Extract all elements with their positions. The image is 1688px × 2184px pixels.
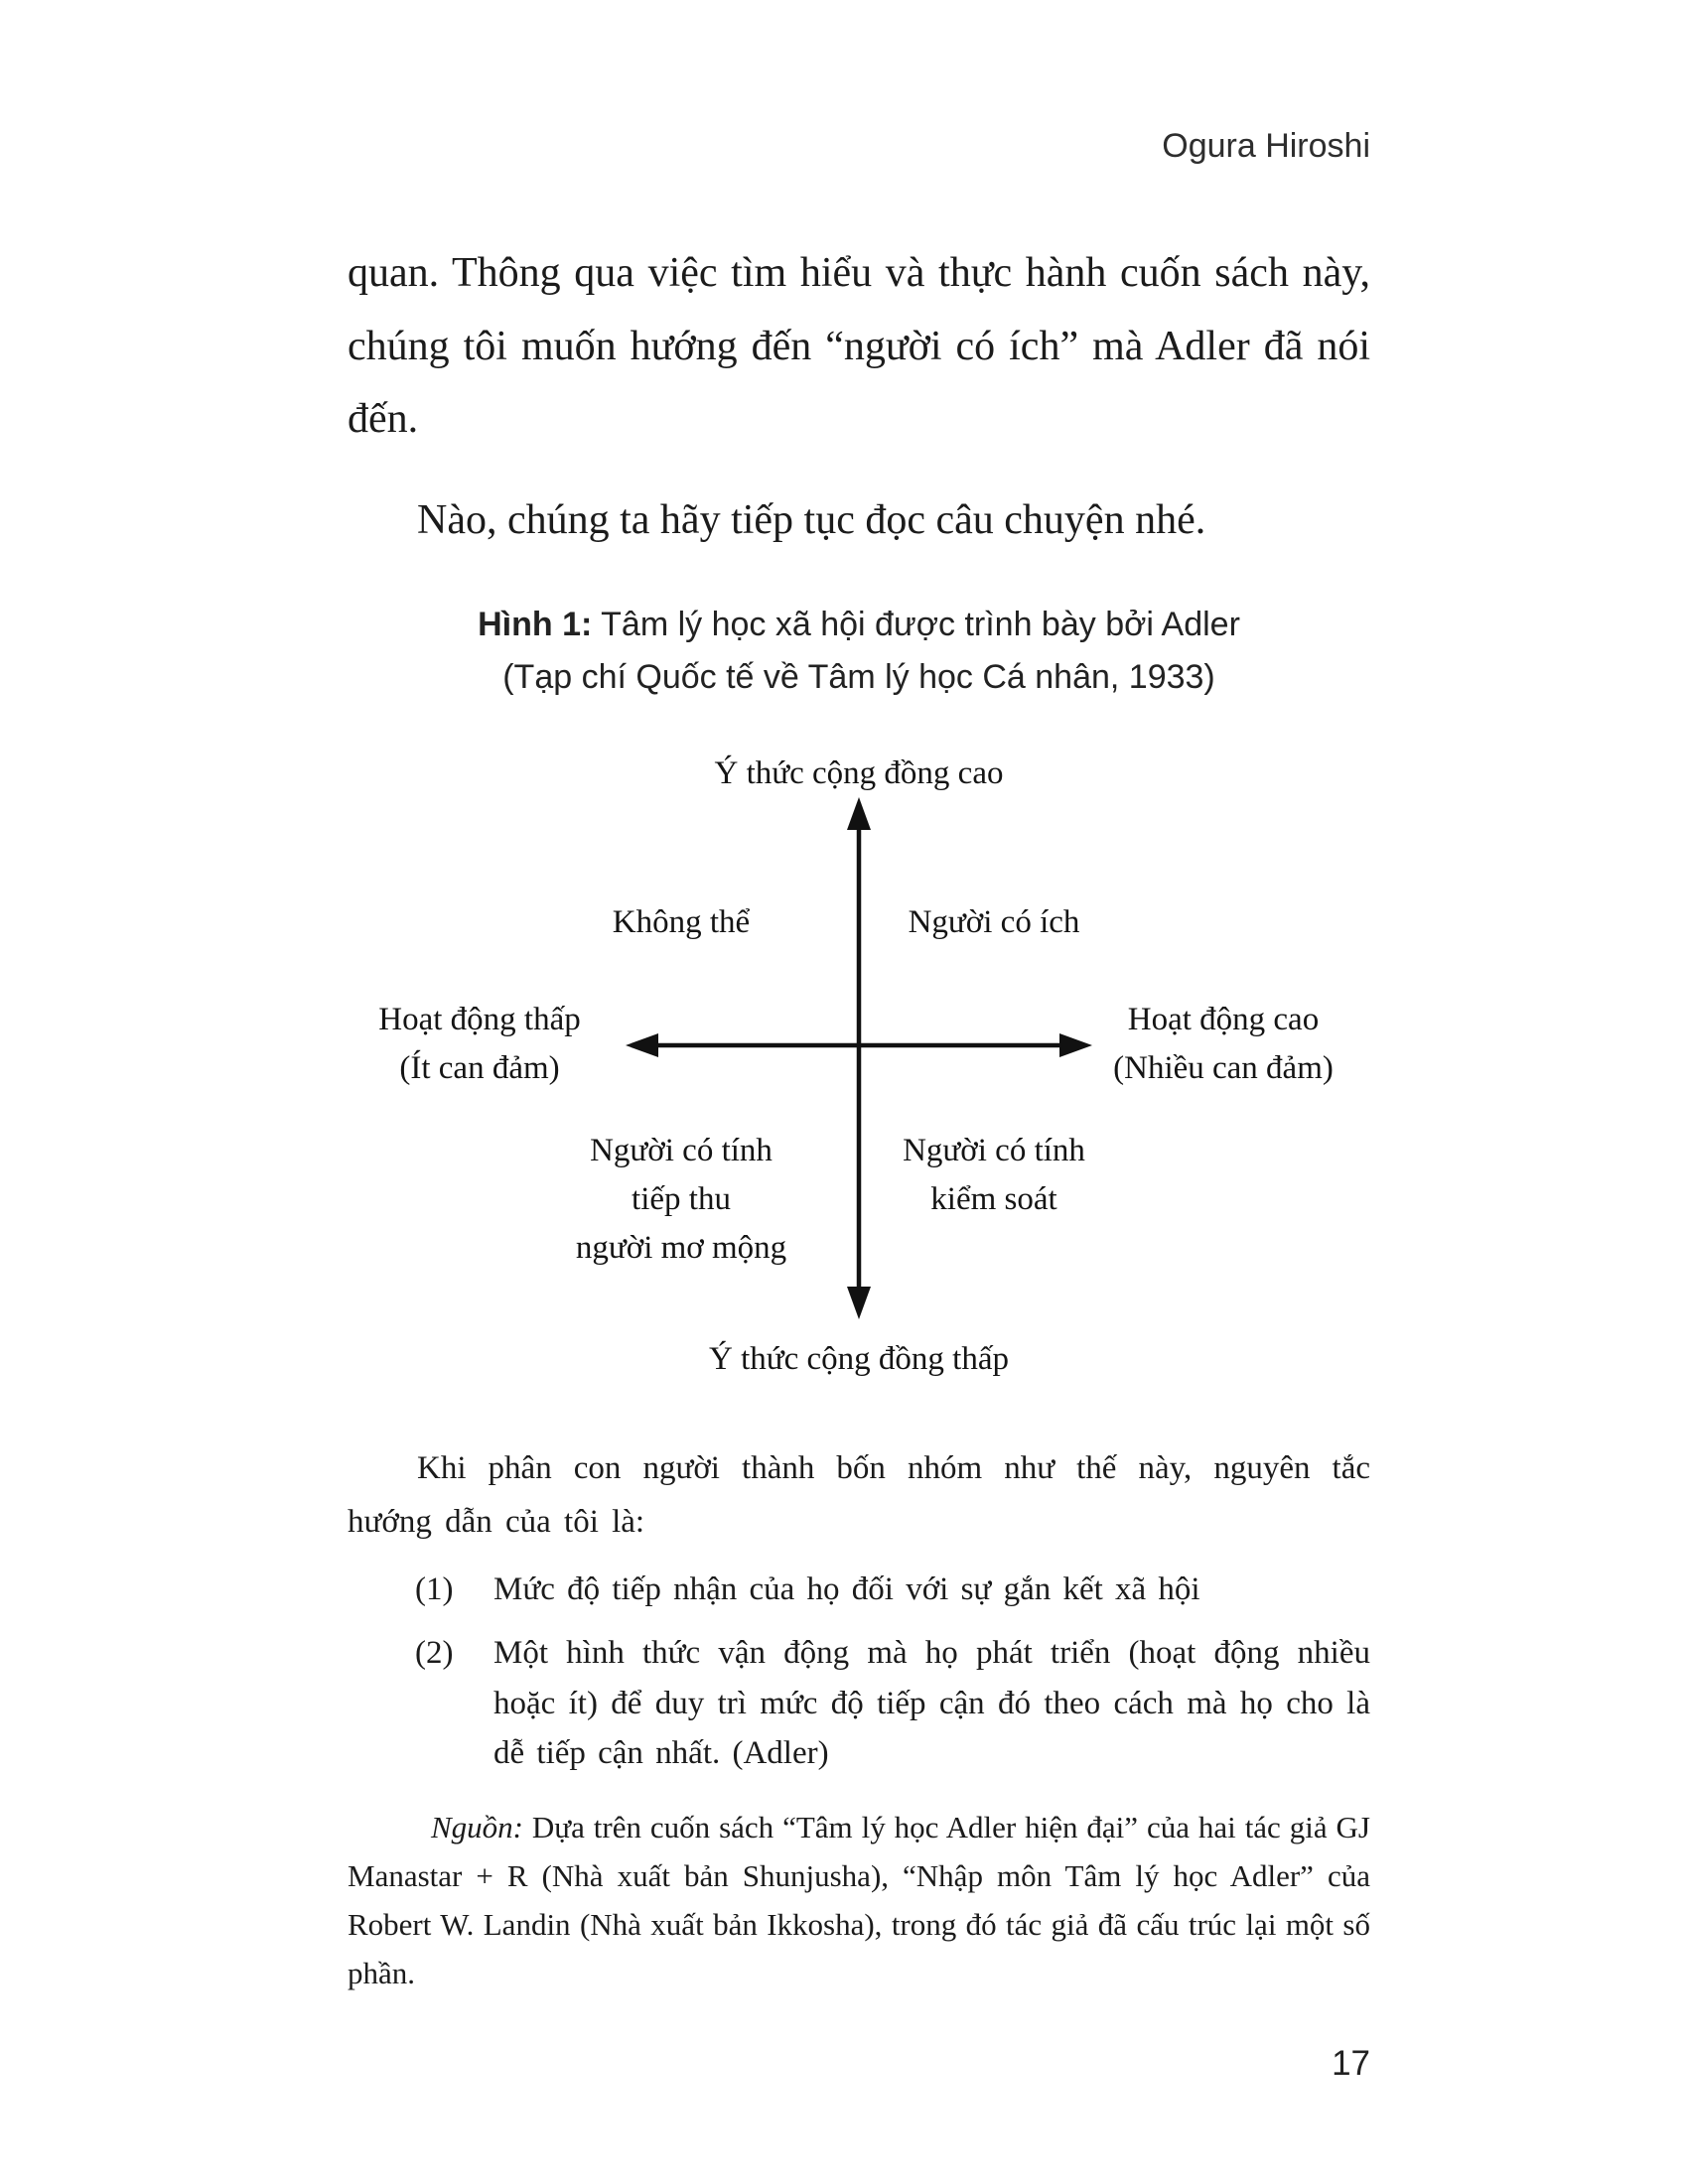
axis-label-right [1113,996,1334,1093]
figure-caption-title: Tâm lý học xã hội được trình bày bởi Adler [601,606,1240,643]
source-note-label: Nguồn: [431,1809,523,1844]
source-note [348,1804,1370,1998]
quadrant-bottom-right-label [903,1127,1085,1224]
list-item-text: Một hình thức vận động mà họ phát triển (hoạt động nhiều hoặc ít) để duy trì mức độ tiếp cận đó theo cách mà họ cho là dễ tiếp cận nhất. (Adler) [493,1635,1370,1771]
quadrant-bottom-right-line2: kiểm soát [930,1181,1057,1218]
axis-label-right-line1: Hoạt động cao [1127,1002,1320,1038]
axis-label-bottom: Ý thức cộng đồng thấp [709,1341,1009,1378]
figure-caption [348,599,1370,703]
page-number: 17 [1332,2043,1370,2083]
figure-caption-label: Hình 1: [478,606,593,643]
quadrant-bottom-right-line1: Người có tính [903,1133,1085,1169]
figure-caption-line2: (Tạp chí Quốc tế về Tâm lý học Cá nhân, 1933) [502,657,1215,696]
source-note-text: Dựa trên cuốn sách “Tâm lý học Adler hiện đại” của hai tác giả GJ Manastar + R (Nhà xuất bản Shunjusha), “Nhập môn Tâm lý học Adler” của Robert W. Landin (Nhà xuất bản Ikkosha), trong đó tác giả đã cấu trúc lại một số phần. [348,1809,1370,1990]
paragraph-transition: Nào, chúng ta hãy tiếp tục đọc câu chuyện nhé. [417,496,1206,543]
running-head-author: Ogura Hiroshi [1162,127,1370,165]
quadrant-top-right-label: Người có ích [908,904,1080,941]
figure-caption-line1 [348,599,1370,651]
axis-label-right-line2: (Nhiều can đảm) [1113,1050,1334,1087]
quadrant-top-left-label: Không thể [612,904,751,941]
list-item-number: (1) [415,1571,454,1608]
quadrant-diagram [348,748,1370,1403]
axis-label-left-line2: (Ít can đảm) [399,1050,560,1087]
vertical-axis-arrow [847,797,871,1319]
paragraph-principles-intro: Khi phân con người thành bốn nhóm như thế này, nguyên tắc hướng dẫn của tôi là: [348,1450,1370,1540]
axis-label-top: Ý thức cộng đồng cao [714,755,1004,792]
paragraph-continuation: quan. Thông qua việc tìm hiểu và thực hành cuốn sách này, chúng tôi muốn hướng đến “người có ích” mà Adler đã nói đến. [348,250,1370,442]
principles-list [348,1565,1370,1778]
list-item-number: (2) [415,1635,454,1672]
quadrant-bottom-left-label [576,1127,786,1272]
list-item-text: Mức độ tiếp nhận của họ đối với sự gắn kết xã hội [493,1571,1200,1608]
axis-label-left-line1: Hoạt động thấp [378,1002,581,1038]
list-item [348,1628,1370,1777]
quadrant-bottom-left-line1: Người có tính [590,1133,773,1169]
quadrant-bottom-left-line3: người mơ mộng [575,1230,787,1267]
quadrant-bottom-left-line2: tiếp thu [632,1181,731,1218]
axis-label-left [378,996,580,1093]
list-item [348,1565,1370,1614]
